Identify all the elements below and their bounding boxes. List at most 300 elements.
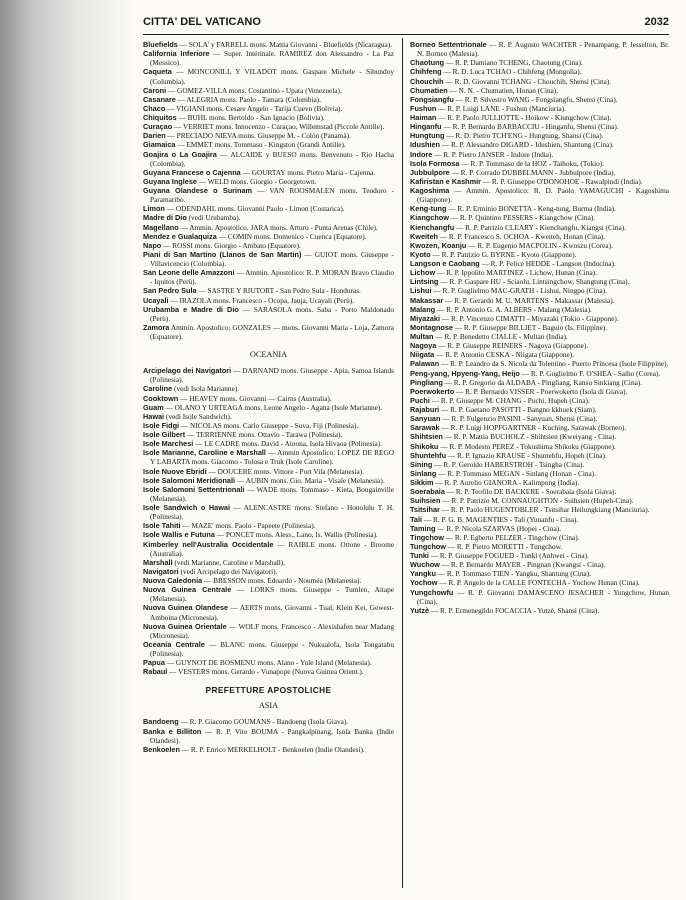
entry-text: — R. P. Giuseppe FOGUED - Tunki (Anhwei - Cina). [430,551,589,560]
entry-text: — R. P. Tommaso TIEN - Yangku, Shantung (Cina). [437,569,591,579]
entry-headword: Kiangchow [410,213,449,223]
entry-text: — EMMET mons. Tommaso - Kingston (Grandi Antille). [177,140,346,150]
entry-text: — AUBIN mons. Gio. Maria - Visale (Melanesia). [236,475,385,485]
entry-text: — SARASOLA mons. Saba - Porto Maldonado (Perù). [150,304,395,323]
list-item [143,49,394,67]
list-item [143,40,394,49]
entry-text: — PRECIADO NIEVA mons. Giuseppe M. - Colón (Panamà). [167,131,351,141]
list-item [143,67,394,85]
list-item [143,296,394,305]
entry-text: — R. P. Giuseppe M. CHANG - Puchi, Hupeh (Cina). [431,395,590,405]
entry-headword: Isole Tahiti [143,521,181,531]
entry-text: — GOMEZ-VILLA mons. Costantino - Upata (Venezuela). [167,85,342,95]
entry-headword: Isole Marianne, Caroline e Marshall [143,448,266,458]
entry-text: — R. P. Felice HEDDE - Langson (Indocina). [481,259,616,268]
entry-text: — R. P. Silvestro WANG - Fongsiangfu, Shensi (Cina). [455,94,618,104]
entry-text: — R. P. Luigi HOPFGARTNER - Kuching, Sarawak (Borneo). [441,423,627,433]
entry-text: — R. P. Guglielmo MAC-GRATH - Lishui, Ningpo (Cina). [433,286,607,296]
entry-text: — ALCAIDE y BUESO mons. Benvenuto - Rio Hacha (Colombia). [150,149,395,168]
entry-headword: Tunki [410,551,429,560]
list-item [410,569,669,578]
list-item [143,232,394,241]
entry-headword: Magellano [143,222,179,232]
page-number: 2032 [644,16,669,28]
header-rule [143,34,669,35]
entry-text: — R. P. Corrado DUBBELMANN - Jubbulpore (India). [451,167,616,177]
entry-text: — R. D. Luca TCHAO - Chihfeng (Mongolia). [443,67,582,77]
entry-headword: Tungchow [410,541,446,551]
section-heading-asia: ASIA [258,701,279,711]
list-item [410,560,669,569]
entry-headword: Malang [410,304,436,314]
list-item [410,223,669,232]
entry-headword: Lishui [410,286,432,296]
entry-headword: Ucayali [143,295,169,305]
list-item [143,576,394,585]
entry-text: — NICOLAS mons. Carlo Giuseppe - Suva, Fiji (Polinesia). [180,420,359,430]
list-item [410,95,669,104]
list-item [143,366,394,384]
entry-headword: Giamaica [143,140,176,150]
entry-text: (vedi Isole Sandwich). [165,411,232,421]
entry-text: — GUYNOT DE BOSMENU mons. Alano - Yule Island (Melanesia). [166,658,372,668]
entry-text: — R. P. Leandro da S. Nicola da Tolentino - Puerto Princesa (Isole Filippine). [441,359,669,369]
page-binding-shadow [0,0,135,900]
entry-headword: Caroline [143,384,173,394]
list-item [143,430,394,439]
entry-headword: Niigata [410,350,435,360]
list-item [410,487,669,496]
list-item [410,241,669,250]
entry-text: — R. P. Augusto WACHTER - Penampang, P. Jesselton, Br. N. Borneo (Malesia). [417,40,670,59]
entry-text: — R. P. Ermenegildo FOCACCIA - Yutzè, Shansi (Cina). [430,605,600,615]
entry-headword: Caqueta [143,67,172,77]
entry-text: — Ammin. Apostolico: R. D. Paolo YAMAGUCHI - Kagoshima (Giappone). [417,186,670,205]
entry-headword: Kagoshima [410,186,450,195]
entry-text: — N. N. - Chumatien, Honan (Cina). [449,85,559,95]
entry-headword: Chaco [143,103,166,113]
entry-text: — R. P. Aurelio GIANORA - Kalimpong (India). [435,478,580,487]
list-item [410,542,669,551]
list-item [143,305,394,323]
entry-text: — R. P. Giuseppe REINERS - Nagoya (Giappone). [438,341,589,351]
entry-headword: Idushien [410,140,440,150]
entry-text: — R. P. Alessandro DIGARD - Idushien, Shantung (Cina). [441,140,614,150]
entry-text: — R. P. Vincenzo CIMATTI - Miyazaki (Tokio - Giappone). [441,313,619,323]
list-item [410,204,669,213]
entry-headword: Isole Wallis e Futuna [143,530,215,540]
entry-headword: Hungtung [410,131,445,141]
entry-headword: Sining [410,459,433,469]
list-item [143,177,394,186]
list-item [143,223,394,232]
entry-text: — HEAVEY mons. Giovanni — Cairns (Australia). [180,393,332,403]
entry-headword: Caroni [143,85,167,95]
list-item [410,305,669,314]
list-item [410,588,669,606]
entry-headword: Kweiteh [410,231,438,241]
entry-headword: Chihfeng [410,67,442,77]
list-item [143,567,394,576]
list-item [143,131,394,140]
entry-headword: Guyana Inglese [143,176,197,186]
list-item [410,451,669,460]
list-item [410,387,669,396]
list-item [410,496,669,505]
entry-headword: Kafiristan e Kashmir [410,176,481,186]
list-item [410,140,669,149]
list-item [410,58,669,67]
entry-text: — R. P. Guglielmo F. O'SHEA - Saiho (Corea). [521,368,661,378]
list-item [143,745,394,754]
entry-headword: Pingliang [410,377,443,387]
entry-headword: Tsitsihar [410,505,440,515]
entry-text: — R. P. Gregorio da ALDABA - Pingliang, Kansu Sinkiang (Cina). [444,377,643,387]
entry-text: — R. P. Paolo JULLIOTTE - Hoikow - Kiungchow (Cina). [438,113,612,122]
list-item [410,460,669,469]
entry-headword: Casanare [143,94,176,104]
list-item [143,384,394,393]
entry-text: — COMIN mons. Domenico - Cuenca (Equatore). [218,231,367,241]
list-item [410,606,669,615]
list-item [143,467,394,476]
entry-headword: Marshall [143,557,173,567]
entry-headword: Multan [410,332,434,341]
left-column [143,40,394,754]
entry-headword: Isole Fidgi [143,420,180,430]
section-heading-oceania: OCEANIA [249,350,288,360]
page-header [143,16,669,34]
entry-text: — R. P. Gaetano PASOTTI - Bangno kkhuek (Siam). [441,405,597,414]
list-item [410,268,669,277]
entry-text: — R. P. Damiano TCHENG, Chaotung (Cina). [445,58,583,68]
list-item [143,323,394,341]
list-item [410,369,669,378]
asia-list [143,717,394,754]
entry-text: — AERTS mons. Giovanni - Tual, Klein Kei, Gewest-Amboina (Micronesia). [150,603,394,622]
entry-text: — WADE mons. Tommaso - Kieta, Bougainville (Melanesia). [150,484,394,503]
list-item [410,168,669,177]
entry-text: — MAZE' mons. Paolo - Papeete (Polinesia). [182,521,316,531]
entry-headword: Banka e Billiton [143,726,202,736]
list-item [410,159,669,168]
entry-headword: Napo [143,240,162,250]
list-item [410,524,669,533]
entry-text: (vedi Marianne, Caroline e Marshall). [174,557,286,567]
entry-text: — R. P. Egberto PELZER - Tingchow (Cina). [445,532,580,542]
oceania-list [143,366,394,676]
entry-text: — Ammin Apostolico: LOPEZ DE REGO Y LABARTA mons. Giacomo - Tolosa e Truk (Isole Caroline). [150,448,394,467]
entry-text: — R. P. Antonio CESKA - Niigata (Giappone). [436,350,574,360]
entry-headword: Kimberley nell'Australia Occidentale [143,539,274,549]
entry-text: — R. P. Patrizio M. CONNAUGHTON - Suihsien (Hupeh-Cina). [442,496,634,506]
entry-text: — VERRIET mons. Innocenzo - Curaçao, Willemstad (Piccole Antille). [174,122,385,132]
entry-text: — VIGIANI mons. Cesare Angelo - Tarija Cuevo (Bolivia). [167,103,343,113]
entry-headword: Palawan [410,359,440,369]
entry-headword: Langson e Caobang [410,259,480,268]
entry-headword: Taming [410,523,436,533]
list-item [143,268,394,286]
entry-headword: Darien [143,131,166,141]
entry-text: — R. P. Patrizio G. BYRNE - Kyoto (Giappone). [432,249,577,259]
entry-text: — R. P. Giovanni DAMASCENO JESACHER - Yungchow, Hunan (Cina). [417,587,670,606]
list-item [143,86,394,95]
entry-headword: Chiquitos [143,113,177,122]
entry-text: — Super. Intérinale. RAMIREZ don Alessandro - La Paz (Messico). [150,49,395,68]
entry-text: — RAIBLE mons. Ottone - Broome (Australia). [150,539,394,558]
list-item [410,396,669,405]
entry-headword: Papua [143,658,165,668]
list-item [143,503,394,521]
list-item [410,423,669,432]
entry-text: — DOUCERE mons. Vittore - Port Vila (Melanesia). [208,466,365,476]
list-item [143,540,394,558]
list-item [143,186,394,204]
list-item [143,439,394,448]
list-item [143,485,394,503]
entry-headword: Zamora [143,322,170,332]
entry-text: — ALEGRIA mons. Paolo - Tamara (Colombia). [177,94,321,104]
entry-text: — R. P. Tommaso MEGAN - Sinlang (Honan - Cina). [438,468,597,478]
entry-text: — R. P. Patrizio CLEARY - Kienchangfu, Kiangsi (Cina). [456,222,626,232]
list-item [143,603,394,621]
entry-text: — R. P. Vito BOUMA - Pangkalpinang, Isola Banka (Indie Olandesi). [150,726,394,745]
entry-headword: Sarawak [410,423,440,433]
entry-headword: Chouchih [410,76,444,86]
list-item [410,578,669,587]
entry-text: — R. P. Nicola SZARVAS (Hopei - Cina). [437,523,561,533]
list-item [410,378,669,387]
list-item [410,232,669,241]
entry-headword: Borneo Settentrionale [410,40,487,49]
entry-text: (vedi Arcipelago dei Navigatori). [180,566,278,576]
entry-headword: Tingchow [410,532,444,542]
list-item [410,414,669,423]
entry-headword: Sanyuan [410,414,441,424]
entry-text: — VAN ROOSMALEN mons. Teodoro - Paramaribo. [150,186,394,205]
entry-text: — R. P. Benedetto CIALLE - Multan (India). [435,332,568,341]
entry-text: — OLANO Y URTEAGA mons. Leone Angelo - Agana (Isole Marianne). [165,402,383,412]
entry-text: — VESTERS mons. Gerardo - Vunapope (Nuova Guinea Orient.). [169,667,364,677]
entry-headword: San Leone delle Amazzoni [143,268,235,278]
running-title: CITTA' DEL VATICANO [143,16,261,28]
entry-text: — IRAZOLA mons. Francesco - Ocopa, Jauja, Ucayali (Perù). [170,295,354,305]
entry-text: — LORKS mons. Giuseppe - Tumleo, Aitape (Melanesia). [150,585,395,604]
entry-headword: Fongsiangfu [410,94,454,104]
list-item [410,40,669,58]
list-item [143,476,394,485]
entry-headword: San Pedro Sula [143,286,197,296]
entry-text: — R. P. Luigi LANE - Fushun (Manciuria). [438,103,566,113]
list-item [410,533,669,542]
entry-headword: Chaotung [410,58,445,68]
entry-headword: Hinganfu [410,122,442,132]
entry-text: — GOURTAY mons. Pietro Maria - Cajenna. [242,167,376,177]
list-item [410,77,669,86]
list-item [143,727,394,745]
list-item [410,150,669,159]
entry-text: — R. P. Francesco S. OCHOA - Kweiteh, Honan (Cina). [439,231,606,241]
entry-headword: Kienchangfu [410,222,455,232]
entry-headword: Montagnose [410,322,453,332]
entry-text: — SOLA' y FARRELL mons. Mattia Giovanni - Bluefields (Nicaragua). [179,40,392,49]
entry-text: — SASTRE Y RIUTORT - San Pedro Sula - Honduras. [198,286,361,296]
list-item [410,332,669,341]
entry-headword: Bandoeng [143,717,179,727]
entry-headword: Guyana Francese o Cajenna [143,167,241,177]
entry-headword: Oceania Centrale [143,639,205,649]
list-item [143,530,394,539]
list-item [143,403,394,412]
list-item [143,585,394,603]
entry-headword: Chumatien [410,85,448,95]
entry-headword: Nuova Guinea Olandese [143,603,229,613]
entry-text: — R. P. Giuseppe BILLIET - Baguio (Is. Filippine). [454,322,608,332]
entry-text: — R. P. Giuseppe O'DONOHOE - Rawalpindi (India). [482,176,643,186]
entry-headword: Miyazaki [410,313,441,323]
entry-text: — R. P. Bernardo VISSER - Poerwokerto (Isola di Giava). [456,386,628,396]
entry-text: — Ammin. Apostolico: R. P. MORAN Bravo Claudio - Iquitos (Perù). [150,268,394,287]
list-item [410,478,669,487]
entry-text: — ODENDAHL mons. Giovanni Paolo - Limon (Costarica). [166,204,345,214]
entry-headword: Yochow [410,578,438,588]
entry-headword: Nuova Guinea Centrale [143,585,232,595]
prefectures-list [410,40,669,615]
list-item [143,717,394,726]
list-item [410,359,669,368]
entry-text: — DARNAND mons. Giuseppe - Apia, Samoa Islands (Polinesia). [150,366,394,385]
vicariates-list [143,40,394,341]
list-item [143,95,394,104]
entry-headword: Puchi [410,395,430,405]
entry-headword: Piani di San Martino (Llanos de San Martin) [143,249,302,259]
entry-headword: Kyoto [410,249,431,259]
list-item [143,421,394,430]
entry-text: — R. P. Gerardo M. U. MARTENS - Makassar (Malesia). [445,295,615,305]
entry-headword: Isole Salomoni Settentrionali [143,484,245,494]
list-item [143,113,394,122]
entry-text: — R. P. Giacomo GOUMANS - Bandoeng (Isola Giava). [180,717,349,727]
entry-headword: Yungchowfu [410,587,454,597]
entry-text: — R. P. Enrico MERKELHOLT - Benkoelen (Indie Olandesi). [181,744,365,754]
entry-text: — BUHL mons. Bertoldo - San Ignacio (Bolivia). [178,113,325,122]
list-item [143,168,394,177]
list-item [143,286,394,295]
entry-headword: Arcipelago dei Navigatori [143,366,232,376]
entry-headword: Goajira o La Goajira [143,149,217,159]
entry-headword: Yutzè [410,605,430,615]
entry-headword: Nuova Guinea Orientale [143,621,227,631]
entry-text: — R. P. Teofilo DE BACKERE - Soerabaia (Isola Giava). [446,487,617,497]
entry-text: — R. P. Mattia BUCHOLZ - Shihtsien (Kweiyang - Cina). [444,432,617,442]
entry-headword: Nuova Caledonia [143,576,203,585]
list-item [410,515,669,524]
list-item [143,394,394,403]
entry-text: — PONCET mons. Aless., Lano, Is. Wallis (Polinesia). [216,530,378,540]
list-item [143,521,394,530]
entry-headword: Wuchow [410,560,440,570]
entry-text: Ammin. Apostolico: GONZALES — mons. Giovanni Maria - Loja, Zamora (Equatore). [150,322,395,341]
entry-text: — LE CADRE mons. David - Atuona, Isola Hivaoa (Polinesia). [195,439,382,449]
list-item [410,104,669,113]
list-item [410,259,669,268]
entry-headword: Kwozen, Koanju [410,240,467,250]
list-item [410,505,669,514]
list-item [410,113,669,122]
list-item [143,448,394,466]
entry-headword: Guyana Olandese o Surinam [143,186,253,195]
entry-text: — R. P. Ignazio KRAUSE - Shuntehfu, Hopeh (Cina). [447,450,607,460]
entry-text: — R. P. Pietro JANSER - Indore (India). [434,149,554,159]
entry-headword: Bluefields [143,40,178,49]
list-item [143,622,394,640]
list-item [143,241,394,250]
entry-text: — R. D. Pietro TCH'ENG - Hungtung, Shansi (Cina). [446,131,604,141]
entry-text: — GUIOT mons. Giuseppe - Villavicencio (Colombia). [150,249,394,268]
entry-headword: Isole Nuove Ebridi [143,466,207,476]
entry-text: — WELD mons. Giorgio - Georgetown. [198,176,317,186]
entry-headword: Urubamba e Madre di Dio [143,304,239,314]
list-item [143,140,394,149]
list-item [410,551,669,560]
entry-headword: Guam [143,402,164,412]
entry-text: — MONCONILL Y VILADOT mons. Gaspare Michele - Sibundoy (Columbia). [150,67,394,86]
list-item [410,67,669,76]
entry-headword: Peng-yang, Hpyeng-Yang, Heijo [410,368,520,378]
entry-headword: Rabaul [143,667,168,677]
list-item [410,442,669,451]
entry-text: — Ammin. Apostolico. JARA mons. Arturo - Punta Arenas (Chile). [180,222,378,232]
entry-headword: Shikoku [410,441,439,451]
entry-headword: Yangku [410,569,436,579]
list-item [410,469,669,478]
entry-text: — R. P. Eugenio MACPOLIN - Kwoszu (Corea). [468,240,613,250]
entry-headword: Hawai [143,411,165,421]
list-item [410,250,669,259]
list-item [410,186,669,204]
entry-headword: Isola Formosa [410,158,460,168]
entry-headword: Keng-tung [410,204,447,214]
entry-text: — R. P. Geroldo HABERSTROH - Tsingha (Cina). [434,459,585,469]
list-item [410,86,669,95]
entry-text: — R. P. Erminio BONETTA - Keng-tung, Burma (India). [448,204,616,214]
entry-text: — R. P. Paolo HUGENTOBLER - Tsitsihar Heilungkiang (Manciuria). [441,505,650,515]
entry-headword: Poerwokerto [410,386,455,396]
entry-text: — R. P. Modesto PEREZ - Tokushima Shikoku (Giappone). [440,441,616,451]
entry-headword: Soerabaia [410,487,445,497]
entry-text: — R. P. G. B. MAGENTIES - Tali (Yunanfu - Cina). [423,514,579,524]
entry-text: — R. P. Ippolito MARTINEZ - Lichow, Hunan (Cina). [436,268,597,278]
list-item [410,213,669,222]
entry-text: — R. P. Angelo de la CALLE FONTECHA - Yochow Hunan (Cina). [439,578,640,588]
entry-headword: Mendez e Gualaquiza [143,231,217,241]
list-item [143,667,394,676]
entry-text: — R. P. Bernardo MAYER - Pingnan (Kwangsi - Cina). [441,560,606,570]
list-item [410,323,669,332]
right-column [410,40,669,615]
entry-headword: Limon [143,204,165,214]
entry-headword: Suihsien [410,496,441,506]
list-item [143,122,394,131]
list-item [410,131,669,140]
list-item [143,250,394,268]
entry-headword: Lintsing [410,277,439,287]
entry-headword: Indore [410,149,433,159]
entry-headword: Sinlang [410,468,437,478]
entry-headword: Isole Sandwich o Hawai [143,503,230,512]
list-item [143,640,394,658]
list-item [410,350,669,359]
